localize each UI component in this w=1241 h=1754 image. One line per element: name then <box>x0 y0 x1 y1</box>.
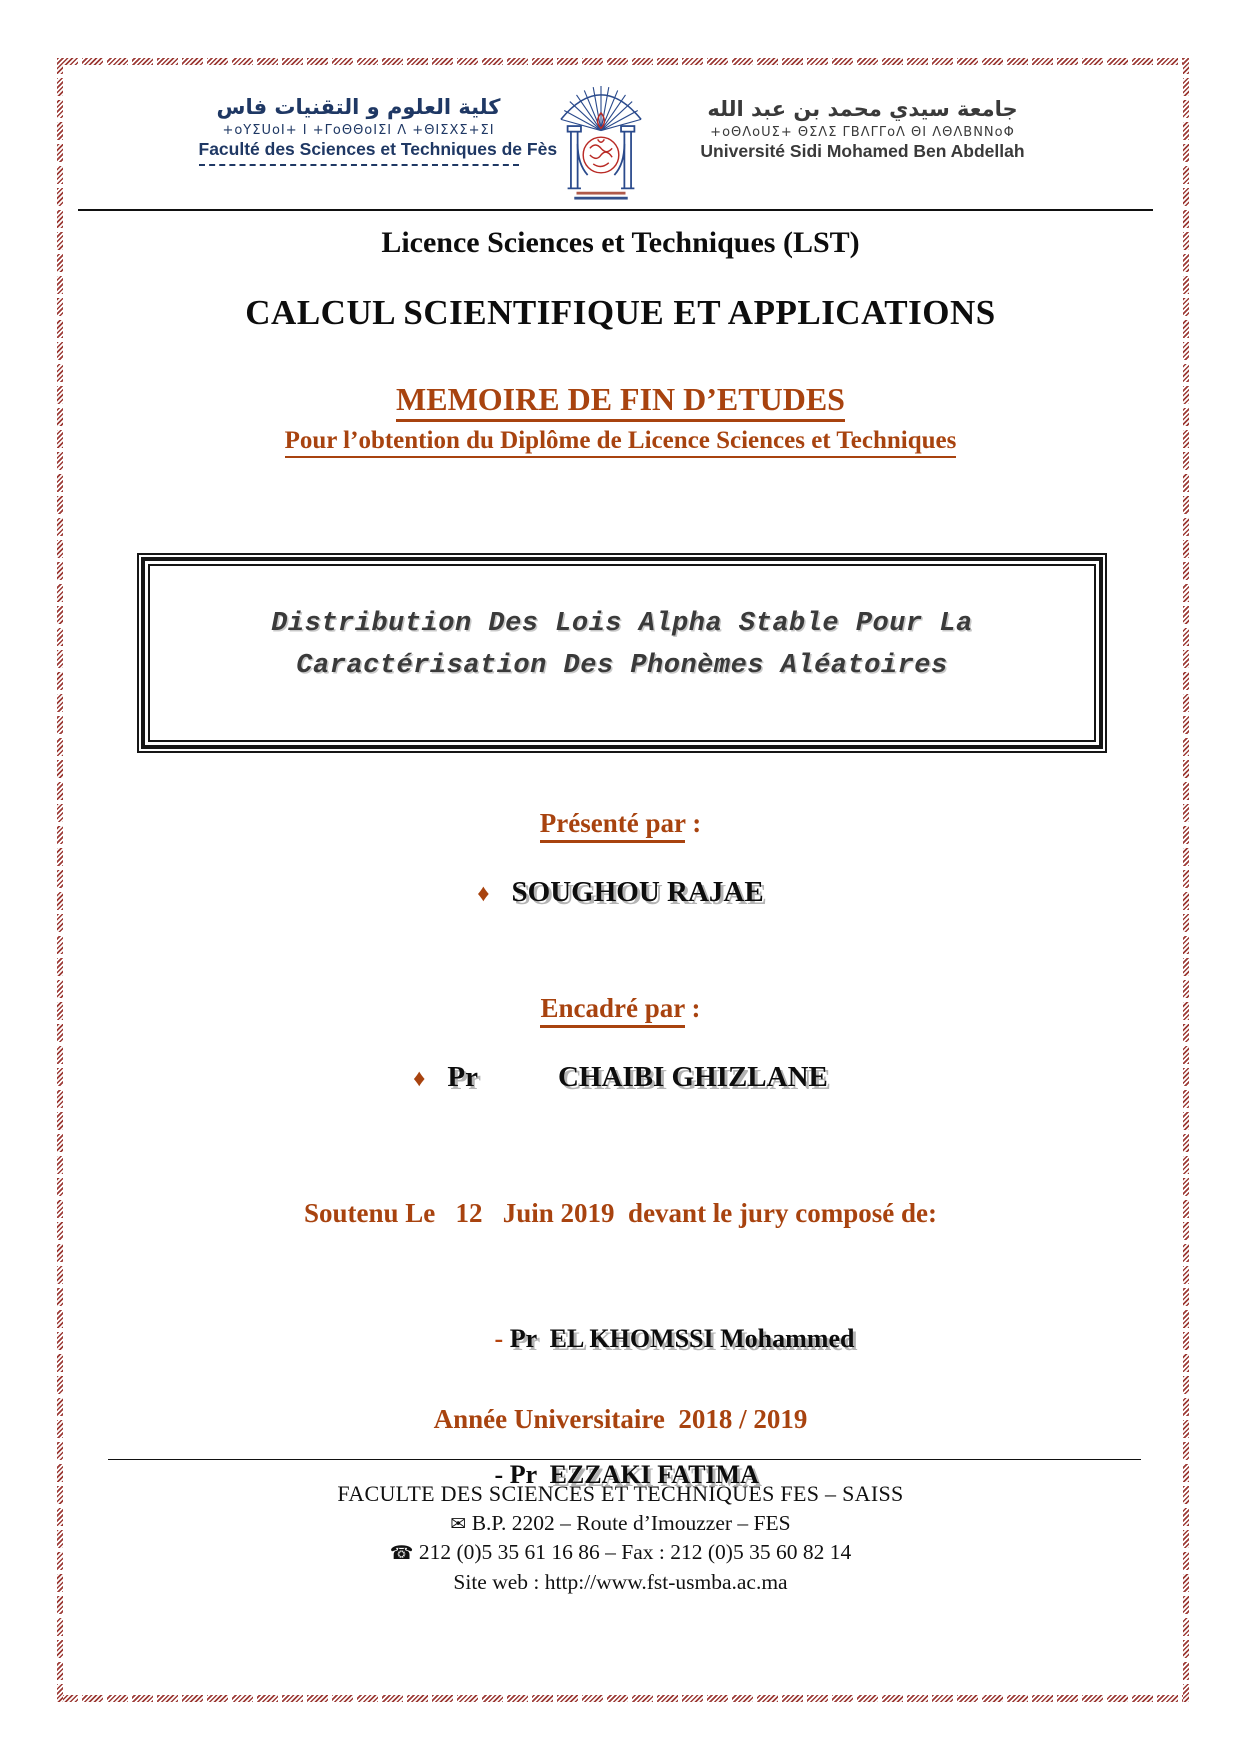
university-logo-icon <box>545 86 657 204</box>
supervisor-row <box>80 1061 1161 1094</box>
supervised-by-label: Encadré par : <box>80 993 1161 1024</box>
supervisor-name: CHAIBI GHIZLANE <box>557 1061 828 1093</box>
jury-member-row <box>443 1270 855 1407</box>
thesis-title-line2: Caractérisation Des Phonèmes Aléatoires <box>296 650 948 681</box>
jury-name: EZZAKI FATIMA <box>536 1460 759 1489</box>
thesis-title-box-mid <box>141 557 1103 749</box>
jury-dash: - <box>494 1460 510 1489</box>
university-name-tifinagh: +oΘΛoUΣ+ ΘΣΛΣ ΓΒΛΓΓoΛ ΘI ΛΘΛΒΝΝoΦ <box>710 125 1015 141</box>
university-name-arabic: جامعة سيدي محمد بن عبد الله <box>707 97 1018 121</box>
border-right <box>1183 58 1189 1702</box>
supervisor-title: Pr <box>447 1061 478 1093</box>
obtention-subtitle-text: Pour l’obtention du Diplôme de Licence Sciences et Techniques <box>285 427 957 458</box>
footer-phone-line: ☎ 212 (0)5 35 61 16 86 – Fax : 212 (0)5 35 60 82 14 <box>389 1540 852 1565</box>
faculty-name-tifinagh: +oYΣUoI+ I +ΓoΘΘoIΣI Λ +ΘIΣΧΣ+ΣI <box>222 123 495 139</box>
diamond-bullet-icon: ♦ <box>477 881 490 907</box>
diamond-bullet-icon: ♦ <box>413 1066 426 1092</box>
phone-icon: ☎ <box>389 1542 414 1565</box>
footer <box>80 1481 1161 1599</box>
mail-icon: ✉ <box>450 1512 467 1535</box>
footer-faculty-line: FACULTE DES SCIENCES ET TECHNIQUES FES – SAISS <box>337 1481 904 1506</box>
thesis-title-box-inner <box>148 564 1096 742</box>
presented-by-label: Présenté par : <box>80 808 1161 839</box>
faculty-name-french: Faculté des Sciences et Techniques de Fès <box>198 139 558 160</box>
header-divider <box>78 209 1153 211</box>
border-left <box>57 58 63 1702</box>
student-name: SOUGHOU RAJAE <box>511 876 764 908</box>
faculty-name-arabic: كلية العلوم و التقنيات فاس <box>216 95 501 119</box>
footer-website-line: Site web : http://www.fst-usmba.ac.ma <box>453 1569 788 1594</box>
faculty-underline <box>199 164 519 166</box>
footer-divider <box>108 1459 1141 1460</box>
obtention-subtitle <box>80 427 1161 455</box>
jury-title: Pr <box>509 1460 537 1489</box>
specialty-title: CALCUL SCIENTIFIQUE ET APPLICATIONS <box>245 293 996 332</box>
student-row <box>80 876 1161 909</box>
defense-line: Soutenu Le 12 Juin 2019 devant le jury composé de: <box>303 1198 938 1228</box>
thesis-title-box <box>137 553 1107 753</box>
jury-dash: - <box>494 1323 510 1353</box>
memoire-title <box>80 381 1161 418</box>
university-block <box>683 86 1043 162</box>
border-bottom <box>57 1695 1189 1702</box>
border-top <box>57 58 1189 65</box>
thesis-title-line1: Distribution Des Lois Alpha Stable Pour La <box>271 609 973 639</box>
memoire-title-text: MEMOIRE DE FIN D’ETUDES <box>396 381 845 422</box>
footer-address-line: ✉ B.P. 2202 – Route d’Imouzzer – FES <box>450 1510 791 1535</box>
header <box>80 86 1161 204</box>
jury-name: EL KHOMSSI Mohammed <box>536 1323 855 1353</box>
university-name-french: Université Sidi Mohamed Ben Abdellah <box>700 141 1025 162</box>
academic-year: Année Universitaire 2018 / 2019 <box>433 1404 808 1434</box>
program-title: Licence Sciences et Techniques (LST) <box>381 226 860 259</box>
jury-title: Pr <box>509 1323 537 1353</box>
faculty-block <box>198 86 558 166</box>
